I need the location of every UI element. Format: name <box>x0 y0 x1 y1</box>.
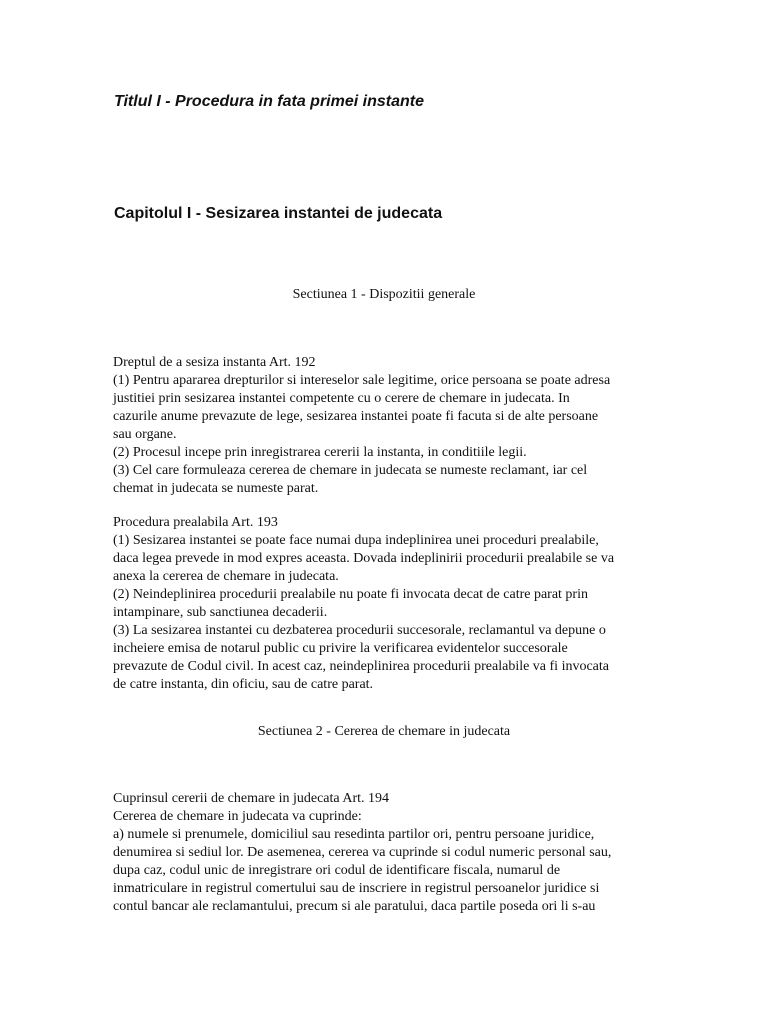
article-194-line: dupa caz, codul unic de inregistrare ori codul de identificare fiscala, numarul de <box>113 863 561 878</box>
article-193-line: daca legea prevede in mod expres aceasta. Dovada indeplinirii procedurii prealabile se va <box>113 551 615 566</box>
article-192-line: (1) Pentru apararea drepturilor si intereselor sale legitime, orice persoana se poate adresa <box>113 373 611 388</box>
article-194-line: contul bancar ale reclamantului, precum si ale paratului, daca partile poseda ori li s-au <box>113 899 596 914</box>
article-193-line: (3) La sesizarea instantei cu dezbaterea procedurii succesorale, reclamantul va depune o <box>113 623 606 638</box>
article-193-line: prevazute de Codul civil. In acest caz, neindeplinirea procedurii prealabile va fi invocata <box>113 659 609 674</box>
section-1-heading: Sectiunea 1 - Dispozitii generale <box>292 287 476 302</box>
article-194-line: inmatriculare in registrul comertului sau de inscriere in registrul persoanelor juridice si <box>113 881 600 896</box>
article-193-line: intampinare, sub sanctiunea decaderii. <box>113 605 328 620</box>
article-192-line: (2) Procesul incepe prin inregistrarea cererii la instanta, in conditiile legii. <box>113 445 527 460</box>
article-192 <box>113 354 673 498</box>
article-193-line: (1) Sesizarea instantei se poate face numai dupa indeplinirea unei proceduri prealabile, <box>113 533 599 548</box>
article-193-line: anexa la cererea de chemare in judecata. <box>113 569 339 584</box>
article-194-line: Cererea de chemare in judecata va cuprinde: <box>113 809 362 824</box>
article-193-line: (2) Neindeplinirea procedurii prealabile nu poate fi invocata decat de catre parat prin <box>113 587 588 602</box>
article-192-line: sau organe. <box>113 427 177 442</box>
article-193 <box>113 514 673 694</box>
document-title: Titlul I - Procedura in fata primei instante <box>114 93 424 110</box>
article-194 <box>113 790 673 916</box>
article-194-line: denumirea si sediul lor. De asemenea, cererea va cuprinde si codul numeric personal sau, <box>113 845 612 860</box>
chapter-heading: Capitolul I - Sesizarea instantei de judecata <box>114 205 443 222</box>
article-192-line: chemat in judecata se numeste parat. <box>113 481 319 496</box>
article-194-line: Cuprinsul cererii de chemare in judecata Art. 194 <box>113 791 390 806</box>
article-192-line: justitiei prin sesizarea instantei competente cu o cerere de chemare in judecata. In <box>113 391 570 406</box>
article-194-line: a) numele si prenumele, domiciliul sau resedinta partilor ori, pentru persoane juridice, <box>113 827 595 842</box>
article-193-line: incheiere emisa de notarul public cu privire la verificarea evidentelor succesorale <box>113 641 568 656</box>
article-193-line: de catre instanta, din oficiu, sau de catre parat. <box>113 677 374 692</box>
article-193-line: Procedura prealabila Art. 193 <box>113 515 278 530</box>
article-192-line: (3) Cel care formuleaza cererea de chemare in judecata se numeste reclamant, iar cel <box>113 463 588 478</box>
section-2-heading: Sectiunea 2 - Cererea de chemare in judecata <box>257 724 511 739</box>
article-192-line: cazurile anume prevazute de lege, sesizarea instantei poate fi facuta si de alte persoane <box>113 409 599 424</box>
article-192-line: Dreptul de a sesiza instanta Art. 192 <box>113 355 316 370</box>
